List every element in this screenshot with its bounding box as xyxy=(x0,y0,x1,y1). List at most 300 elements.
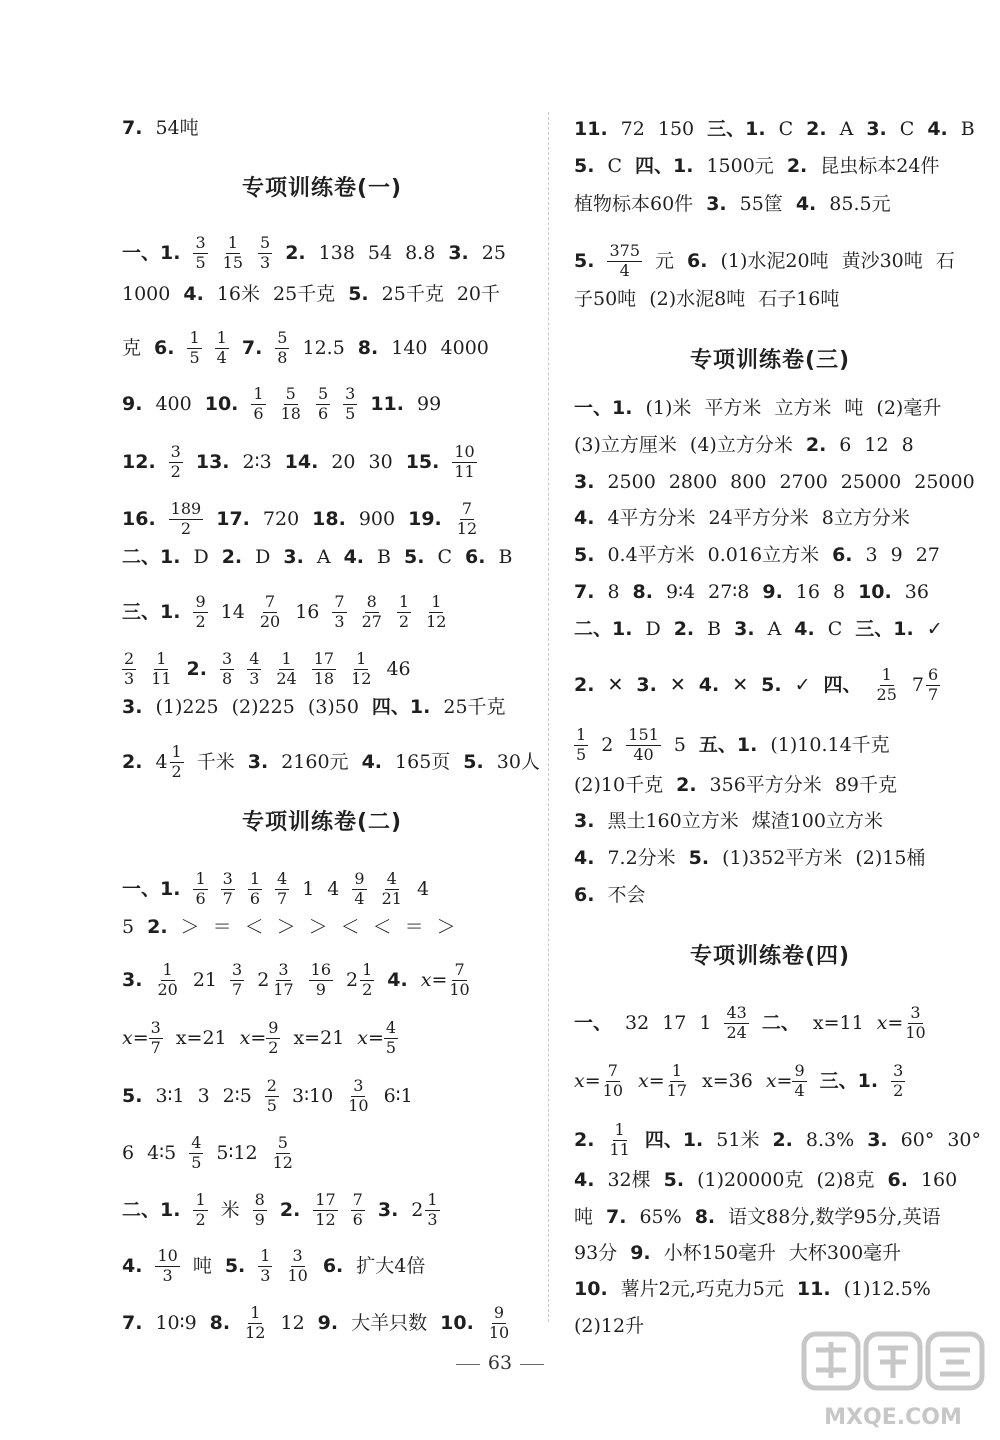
fraction xyxy=(248,871,262,908)
equation-lhs: x= xyxy=(765,1069,793,1092)
answer-text: 4平方分米 xyxy=(607,507,696,529)
answer-line xyxy=(122,386,441,423)
answer-text: 16米 xyxy=(216,283,260,305)
equation-lhs: x= xyxy=(574,1069,601,1092)
answer-text: 吨 xyxy=(844,397,864,419)
question-number: 8. xyxy=(632,581,653,603)
question-number: 2. xyxy=(221,546,243,568)
denominator: 12 xyxy=(456,518,478,538)
fraction xyxy=(230,962,244,999)
question-number: 5. xyxy=(761,673,782,696)
denominator: 40 xyxy=(633,744,654,764)
answer-line xyxy=(574,546,940,565)
answer-text: D xyxy=(255,546,271,568)
numerator: 1 xyxy=(881,665,892,684)
question-number: 三、1. xyxy=(707,118,766,140)
fraction xyxy=(607,1122,631,1159)
question-number: 11. xyxy=(796,1278,831,1300)
answer-text: 扩大4倍 xyxy=(356,1254,426,1277)
numerator: 1 xyxy=(431,592,442,611)
fraction xyxy=(193,235,207,272)
denominator: 9 xyxy=(254,1209,265,1229)
question-number: 6. xyxy=(687,249,708,272)
denominator: 2 xyxy=(170,461,181,481)
denominator: 10 xyxy=(287,1265,308,1285)
watermark-logo xyxy=(800,1330,986,1434)
denominator: 8 xyxy=(222,668,233,688)
question-number: 五、1. xyxy=(698,733,758,756)
answer-text: x=11 xyxy=(812,1011,864,1034)
question-number: 二、1. xyxy=(122,546,181,568)
fraction xyxy=(169,501,204,538)
answer-text: 2 xyxy=(601,733,614,756)
question-number: 18. xyxy=(312,507,346,530)
answer-text: 160 xyxy=(920,1169,958,1191)
question-number: 5. xyxy=(574,155,595,177)
numerator: 3 xyxy=(353,1076,364,1095)
answer-line xyxy=(122,330,489,367)
question-number: 3. xyxy=(636,673,657,696)
answer-text: 27∶8 xyxy=(708,581,750,603)
numerator: 7 xyxy=(607,1061,618,1080)
denominator: 11 xyxy=(151,668,172,688)
numerator: 1 xyxy=(250,1303,261,1322)
fraction xyxy=(251,386,265,423)
fraction xyxy=(149,651,173,688)
numerator: 2 xyxy=(124,649,135,668)
question-number: 4. xyxy=(574,847,595,869)
fraction xyxy=(169,444,183,481)
fraction xyxy=(243,1305,267,1342)
denominator: 5 xyxy=(385,1037,397,1057)
answer-text: 54吨 xyxy=(155,117,199,139)
answer-text: (1)米 xyxy=(645,397,692,419)
fraction xyxy=(258,594,282,631)
watermark-text: MXQE.COM xyxy=(824,1405,962,1430)
numerator: 1 xyxy=(362,960,373,979)
answer-text: C xyxy=(437,546,452,568)
question-number: 2. xyxy=(574,1128,595,1151)
answer-text: A xyxy=(839,118,854,140)
question-number: 四、1. xyxy=(635,155,694,177)
answer-line xyxy=(122,918,456,937)
answer-text: 8立方分米 xyxy=(821,507,910,529)
numerator: 375 xyxy=(609,241,640,260)
answer-text: C xyxy=(607,155,622,177)
answer-text: ＞ xyxy=(436,916,456,938)
numerator: 1 xyxy=(227,233,238,252)
fraction xyxy=(891,1063,905,1100)
fraction xyxy=(487,1305,511,1342)
fraction xyxy=(455,501,479,538)
answer-text: 7.2分米 xyxy=(607,847,676,869)
denominator: 5 xyxy=(195,252,206,272)
numerator: 1 xyxy=(171,742,182,761)
question-number: 6. xyxy=(464,546,486,568)
equation-answer xyxy=(122,1020,163,1057)
denominator: 3 xyxy=(334,611,345,631)
answer-text: 昆虫标本24件 xyxy=(820,155,940,177)
answer-text: (1)水泥20吨 xyxy=(720,249,829,272)
numerator: 1 xyxy=(576,725,587,744)
answer-text: 4 xyxy=(327,877,340,900)
answer-text: 2∶5 xyxy=(222,1084,252,1107)
fraction xyxy=(875,667,899,704)
question-number: 3. xyxy=(734,618,755,640)
denominator: 18 xyxy=(280,403,301,423)
answer-text: ＜ xyxy=(372,916,392,938)
fraction xyxy=(253,1192,267,1229)
numerator: 5 xyxy=(277,328,288,347)
answer-line xyxy=(574,399,941,418)
answer-text: 27 xyxy=(915,544,940,566)
dash-left xyxy=(456,1364,480,1365)
denominator: 2 xyxy=(362,979,373,999)
answer-text: (3)50 xyxy=(307,696,359,718)
answer-text: 30人 xyxy=(496,750,540,773)
answer-text: ＞ xyxy=(308,916,328,938)
denominator: 6 xyxy=(317,403,329,423)
answer-text: 9 xyxy=(890,544,903,566)
question-number: 4. xyxy=(795,193,817,215)
fraction xyxy=(607,243,642,280)
fraction xyxy=(343,386,357,423)
denominator: 3 xyxy=(260,1265,271,1285)
fraction xyxy=(309,962,333,999)
question-number: 5. xyxy=(224,1254,246,1277)
answer-line xyxy=(574,849,925,868)
section-heading: 专项训练卷(三) xyxy=(690,348,851,373)
answer-text: 1 xyxy=(302,877,315,900)
denominator: 11 xyxy=(609,1139,630,1159)
answer-text: ＞ xyxy=(276,916,296,938)
fraction xyxy=(285,1248,309,1285)
answer-text: 植物标本60件 xyxy=(574,193,694,215)
question-number: 2. xyxy=(186,657,207,680)
question-number: 7. xyxy=(122,1311,143,1334)
denominator: 2 xyxy=(398,611,410,631)
answer-text: 3 xyxy=(865,544,878,566)
answer-text: 4∶5 xyxy=(147,1141,177,1164)
numerator: 1 xyxy=(614,1120,625,1139)
question-number: 4. xyxy=(361,750,383,773)
question-number: 3. xyxy=(866,118,887,140)
answer-text: 吨 xyxy=(192,1254,212,1277)
denominator: 3 xyxy=(260,252,271,272)
numerator: 1 xyxy=(253,384,264,403)
denominator: 21 xyxy=(381,888,402,908)
answer-text: 140 xyxy=(391,336,428,359)
answer-text: 黑土160立方米 xyxy=(607,810,739,832)
answer-text: 16 xyxy=(795,581,820,603)
answer-text: 99 xyxy=(416,392,442,415)
answer-text: 65% xyxy=(639,1206,682,1228)
question-number: 5. xyxy=(688,847,710,869)
answer-text: B xyxy=(498,546,513,568)
question-number: 11. xyxy=(370,392,404,415)
whole-part: 4 xyxy=(155,750,168,773)
answer-line xyxy=(122,1020,398,1057)
question-number: 7. xyxy=(122,117,143,139)
denominator: 12 xyxy=(351,668,372,688)
answer-text: 2500 xyxy=(607,471,656,493)
answer-line xyxy=(122,962,472,999)
numerator: 1 xyxy=(156,649,167,668)
question-number: 三、1. xyxy=(819,1069,879,1092)
page-number-text: 63 xyxy=(487,1352,513,1374)
denominator: 4 xyxy=(619,260,630,280)
equation-answer xyxy=(638,1063,689,1100)
answer-text: 0.4平方米 xyxy=(607,544,695,566)
question-number: 2. xyxy=(122,750,143,773)
answer-line xyxy=(574,509,910,528)
denominator: 9 xyxy=(315,979,326,999)
answer-text: 煤渣100立方米 xyxy=(751,810,883,832)
fraction xyxy=(312,651,336,688)
answer-line xyxy=(574,727,890,764)
fraction xyxy=(360,594,384,631)
question-number: 4. xyxy=(574,507,595,529)
denominator: 7 xyxy=(232,979,243,999)
answer-text: 356平方分米 xyxy=(709,774,822,796)
question-number: 3. xyxy=(448,241,469,264)
answer-text: ✓ xyxy=(926,618,943,640)
denominator: 6 xyxy=(253,403,264,423)
denominator: 3 xyxy=(427,1209,438,1229)
fraction xyxy=(903,1005,927,1042)
question-number: 4. xyxy=(927,118,948,140)
answer-text: 51米 xyxy=(716,1128,760,1151)
answer-line xyxy=(574,436,914,455)
question-number: 8. xyxy=(209,1311,231,1334)
question-number: 3. xyxy=(122,696,143,718)
answer-text: (2)15桶 xyxy=(855,847,926,869)
answer-text: C xyxy=(899,118,915,140)
question-number: 2. xyxy=(676,774,697,796)
answer-line xyxy=(574,195,891,214)
answer-text: 85.5元 xyxy=(829,193,891,215)
denominator: 5 xyxy=(191,1152,202,1172)
fraction xyxy=(187,330,201,367)
question-number: 9. xyxy=(630,1242,651,1264)
answer-text: 6 xyxy=(122,1141,135,1164)
answer-text: 4000 xyxy=(440,336,489,359)
answer-line xyxy=(574,1244,901,1263)
answer-text: 2160元 xyxy=(281,750,349,773)
numerator: 3 xyxy=(222,649,233,668)
question-number: 三、1. xyxy=(122,600,181,623)
answer-text: 24平方分米 xyxy=(708,507,809,529)
question-number: 4. xyxy=(574,1169,595,1191)
numerator: 1 xyxy=(195,869,206,888)
answer-text: 子50吨 xyxy=(574,288,637,310)
answer-text: 36 xyxy=(904,581,929,603)
numerator: 3 xyxy=(345,384,356,403)
answer-text: (1)225 xyxy=(155,696,219,718)
answer-text: 小杯150毫升 xyxy=(663,1242,776,1264)
fraction xyxy=(122,651,136,688)
denominator: 10 xyxy=(905,1022,926,1042)
fraction xyxy=(266,1020,280,1057)
question-number: 4. xyxy=(343,546,365,568)
answer-line xyxy=(574,1208,941,1227)
answer-text: 25千克 xyxy=(443,696,506,718)
denominator: 8 xyxy=(277,347,288,367)
answer-text: ✕ xyxy=(669,673,686,696)
fraction xyxy=(215,330,229,367)
denominator: 7 xyxy=(927,684,939,704)
numerator: 1 xyxy=(356,649,367,668)
answer-text: (2)225 xyxy=(231,696,295,718)
column-divider xyxy=(548,112,549,1322)
answer-text: C xyxy=(778,118,794,140)
answer-text: 55筐 xyxy=(739,193,783,215)
denominator: 17 xyxy=(273,979,294,999)
answer-text: 不会 xyxy=(607,884,646,906)
question-number: 5. xyxy=(348,283,369,305)
numerator: 8 xyxy=(366,592,377,611)
denominator: 3 xyxy=(249,668,260,688)
fraction xyxy=(271,962,295,999)
answer-text: 9∶4 xyxy=(666,581,696,603)
fraction xyxy=(380,871,404,908)
numerator: 6 xyxy=(927,665,939,684)
question-number: 9. xyxy=(317,1311,339,1334)
answer-text: 8 xyxy=(832,581,846,603)
question-number: 10. xyxy=(440,1311,474,1334)
question-number: 10. xyxy=(574,1278,608,1300)
fraction xyxy=(316,386,330,423)
answer-text: 吨 xyxy=(574,1206,594,1228)
numerator: 7 xyxy=(334,592,345,611)
question-number: 4. xyxy=(183,283,204,305)
denominator: 7 xyxy=(150,1037,161,1057)
answer-line xyxy=(574,1317,644,1336)
answer-text: (2)8克 xyxy=(816,1169,875,1191)
dash-right xyxy=(520,1364,544,1365)
denominator: 7 xyxy=(222,888,233,908)
answer-text: 25 xyxy=(481,241,506,264)
answer-text: 6∶1 xyxy=(383,1084,413,1107)
answer-text: 克 xyxy=(122,336,142,359)
answer-text: (1)10.14千克 xyxy=(770,733,890,756)
question-number: 6. xyxy=(154,336,175,359)
answer-text: 元 xyxy=(655,249,675,272)
question-number: 8. xyxy=(694,1206,716,1228)
question-number: 5. xyxy=(574,249,595,272)
answer-text: ＝ xyxy=(404,916,424,938)
fraction xyxy=(352,871,366,908)
question-number: 10. xyxy=(858,581,892,603)
answer-text: ＜ xyxy=(340,916,360,938)
answer-line xyxy=(122,1192,440,1229)
numerator: 3 xyxy=(910,1003,921,1022)
answer-text: B xyxy=(707,618,722,640)
numerator: 43 xyxy=(726,1003,747,1022)
answer-text: 32 xyxy=(625,1011,650,1034)
question-number: 4. xyxy=(387,968,408,991)
answer-line xyxy=(122,871,429,908)
answer-text: ＜ xyxy=(244,916,264,938)
equation-lhs: x= xyxy=(357,1026,384,1049)
answer-text: (2)10千克 xyxy=(574,774,664,796)
answer-line xyxy=(574,157,939,176)
question-number: 4. xyxy=(698,673,720,696)
answer-text: 400 xyxy=(155,392,192,415)
question-number: 3. xyxy=(283,546,304,568)
denominator: 12 xyxy=(315,1209,336,1229)
denominator: 2 xyxy=(195,1209,206,1229)
answer-text: 900 xyxy=(358,507,396,530)
answer-line xyxy=(122,444,477,481)
fraction xyxy=(193,871,207,908)
numerator: 3 xyxy=(150,1018,161,1037)
question-number: 2. xyxy=(285,241,306,264)
answer-line xyxy=(574,1005,928,1042)
numerator: 1 xyxy=(189,328,200,347)
answer-line xyxy=(122,1248,425,1285)
answer-text: 12 xyxy=(280,1311,305,1334)
answer-text: (1)352平方米 xyxy=(722,847,843,869)
question-number: 19. xyxy=(408,507,442,530)
numerator: 7 xyxy=(264,592,276,611)
answer-line xyxy=(122,651,411,688)
question-number: 9. xyxy=(122,392,143,415)
numerator: 1 xyxy=(427,1190,438,1209)
numerator: 5 xyxy=(317,384,329,403)
numerator: 3 xyxy=(232,960,243,979)
answer-text: D xyxy=(645,618,661,640)
answer-text: 138 xyxy=(318,241,355,264)
numerator: 3 xyxy=(292,1246,303,1265)
answer-text: 800 xyxy=(730,471,767,493)
question-number: 6. xyxy=(887,1169,908,1191)
whole-part: 2 xyxy=(257,968,270,991)
answer-line xyxy=(122,285,500,304)
denominator: 3 xyxy=(162,1265,173,1285)
answer-text: x=36 xyxy=(702,1069,753,1092)
numerator: 3 xyxy=(195,233,206,252)
question-number: 二、1. xyxy=(574,618,633,640)
fraction xyxy=(247,651,261,688)
numerator: 2 xyxy=(266,1076,277,1095)
answer-line xyxy=(122,1305,511,1342)
answer-text: 25千克 xyxy=(381,283,444,305)
answer-line xyxy=(574,620,943,639)
fraction xyxy=(274,651,298,688)
answer-line xyxy=(122,1078,413,1115)
denominator: 2 xyxy=(171,761,182,781)
answer-text: ✕ xyxy=(607,673,624,696)
numerator: 8 xyxy=(254,1190,265,1209)
section-heading: 专项训练卷(一) xyxy=(242,176,403,201)
question-number: 7. xyxy=(241,336,263,359)
equation-lhs: x= xyxy=(876,1011,904,1034)
answer-text: 石 xyxy=(935,249,955,272)
answer-text: D xyxy=(193,546,209,568)
question-number: 3. xyxy=(574,810,595,832)
fraction xyxy=(601,1063,625,1100)
denominator: 24 xyxy=(726,1022,747,1042)
fraction xyxy=(349,651,373,688)
answer-text: ＞ xyxy=(180,916,200,938)
answer-text: 薯片2元,巧克力5元 xyxy=(620,1278,784,1300)
numerator: 5 xyxy=(277,1133,288,1152)
answer-text: 60° xyxy=(900,1128,935,1151)
numerator: 9 xyxy=(354,869,365,888)
fraction xyxy=(360,962,374,999)
denominator: 2 xyxy=(268,1037,279,1057)
